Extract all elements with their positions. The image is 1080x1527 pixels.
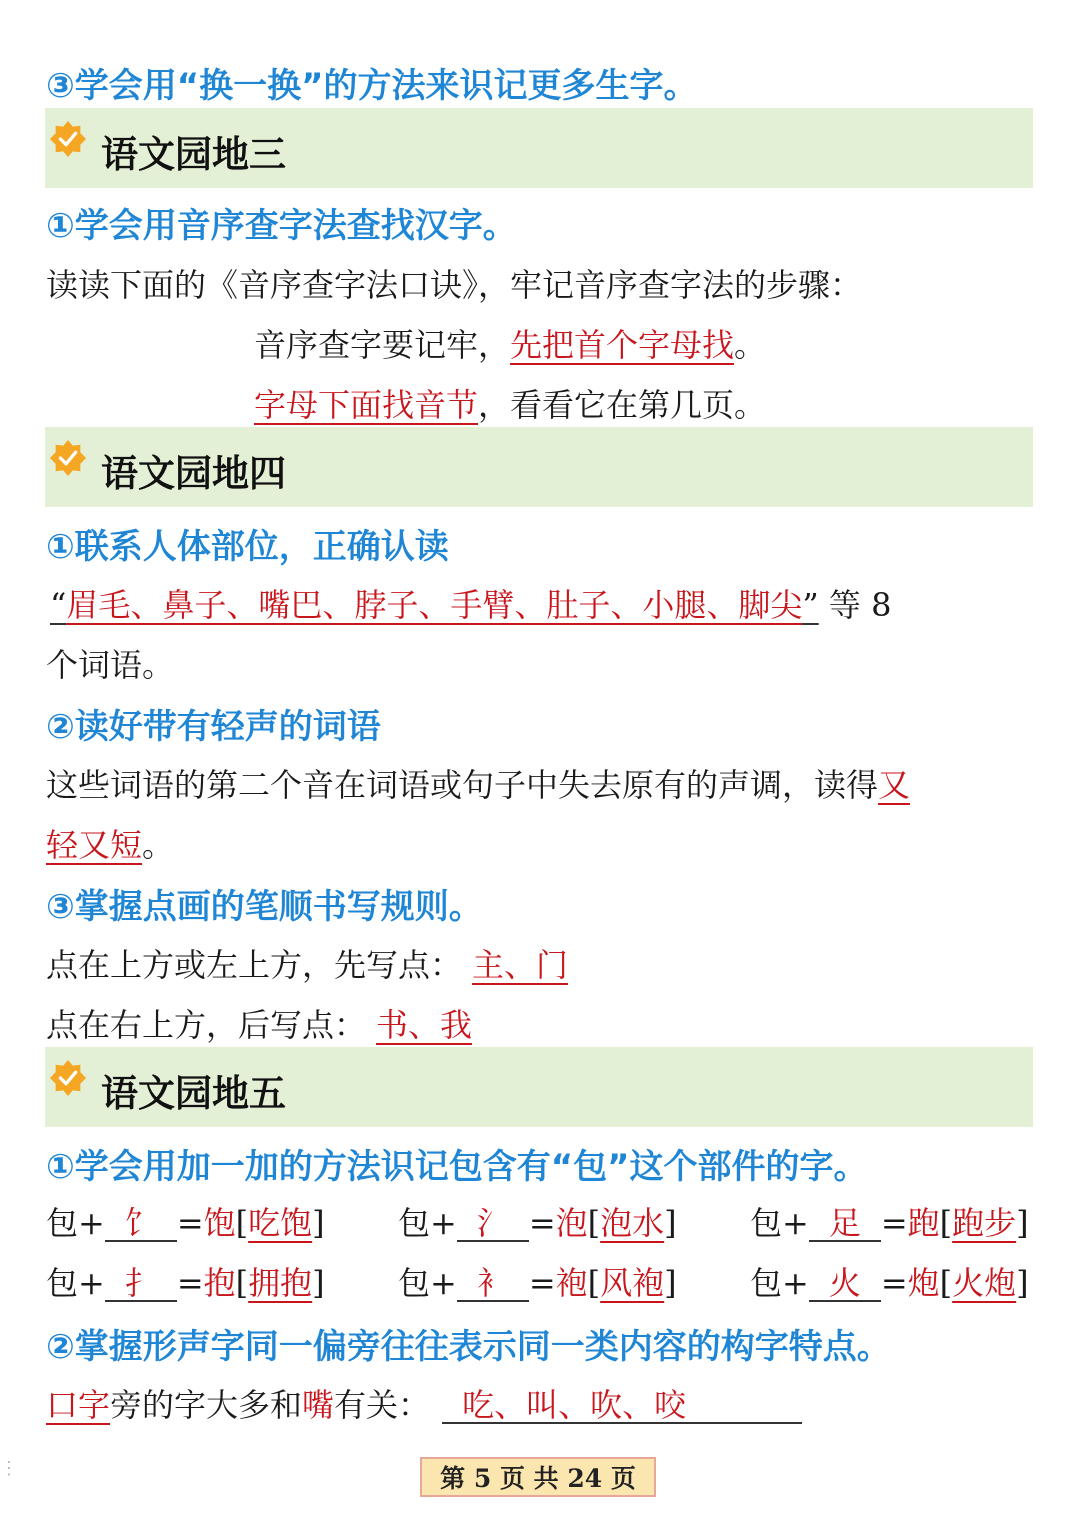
goal-heading: ①学会用加一加的方法识记包含有“包”这个部件的字。 [46, 1147, 868, 1187]
equals-sign: = [528, 1204, 556, 1242]
quote-close: ” [802, 586, 819, 624]
paragraph: 个词语。 [46, 646, 175, 684]
result-char: 袍 [555, 1264, 588, 1302]
answer-blank: 足 [809, 1206, 881, 1242]
badge-check-icon [49, 439, 87, 477]
answer-text: 先把首个字母找 [510, 326, 735, 364]
bracket: ] [664, 1264, 677, 1302]
bracket: [ [235, 1264, 249, 1302]
bracket: [ [587, 1204, 601, 1242]
equation-base: 包+ [750, 1204, 809, 1242]
result-char: 炮 [907, 1264, 940, 1302]
paragraph-line [46, 760, 910, 806]
result-char: 抱 [203, 1264, 236, 1302]
section-title: 语文园地四 [101, 452, 286, 495]
section-title: 语文园地五 [101, 1072, 286, 1115]
answer-text: 字母下面找音节 [254, 386, 479, 424]
answer-blank: 吃、叫、吹、咬 [442, 1388, 802, 1424]
section-header-5 [45, 1047, 1033, 1127]
equals-sign: = [880, 1264, 908, 1302]
answer-text: 眉毛、鼻子、嘴巴、脖子、手臂、肚子、小腿、脚尖 [66, 586, 803, 624]
text: 这些词语的第二个音在词语或句子中失去原有的声调，读得 [46, 766, 879, 804]
answer-blank: 饣 [105, 1206, 177, 1242]
text: 点在上方或左上方，先写点： [46, 946, 463, 984]
edge-mark: ⋮ [0, 1458, 18, 1479]
bracket: ] [664, 1204, 677, 1242]
text: 旁的字大多和 [110, 1386, 303, 1424]
result-char: 跑 [907, 1204, 940, 1242]
goal-heading: ①学会用音序查字法查找汉字。 [46, 206, 517, 246]
bracket: ] [1016, 1264, 1029, 1302]
result-char: 饱 [203, 1204, 236, 1242]
result-word: 跑步 [952, 1204, 1017, 1242]
goal-heading: ③掌握点画的笔顺书写规则。 [46, 887, 483, 927]
equation [750, 1258, 1029, 1304]
equals-sign: = [880, 1204, 908, 1242]
equation [398, 1258, 677, 1304]
badge-check-icon [49, 120, 87, 158]
result-word: 吃饱 [248, 1204, 313, 1242]
text: ，看看它在第几页。 [478, 386, 767, 424]
badge-check-icon [49, 1059, 87, 1097]
text: 。 [142, 826, 175, 864]
goal-heading: ②读好带有轻声的词语 [46, 707, 381, 747]
answer-text: 嘴 [302, 1386, 335, 1424]
rhyme-line-1 [254, 320, 766, 366]
answer-text: 又 [878, 766, 911, 804]
result-word: 火炮 [952, 1264, 1017, 1302]
section-title: 语文园地三 [101, 133, 286, 176]
rhyme-line-2 [254, 380, 766, 426]
equals-sign: = [176, 1264, 204, 1302]
answer-blank: 火 [809, 1266, 881, 1302]
text: 有关： [334, 1386, 431, 1424]
equation [46, 1258, 325, 1304]
equation-base: 包+ [398, 1204, 457, 1242]
page-footer: 第 5 页 共 24 页 [420, 1457, 656, 1497]
bracket: [ [587, 1264, 601, 1302]
answer-blank: 扌 [105, 1266, 177, 1302]
text: 音序查字要记牢， [254, 326, 511, 364]
equals-sign: = [176, 1204, 204, 1242]
answer-text: 主、门 [472, 946, 569, 984]
bracket: ] [312, 1204, 325, 1242]
bracket: [ [939, 1204, 953, 1242]
equation-base: 包+ [398, 1264, 457, 1302]
answer-text: 轻又短 [46, 826, 143, 864]
equation [46, 1198, 325, 1244]
equation-base: 包+ [46, 1264, 105, 1302]
equation [398, 1198, 677, 1244]
equation-base: 包+ [46, 1204, 105, 1242]
result-word: 拥抱 [248, 1264, 313, 1302]
paragraph-line [46, 820, 174, 866]
bracket: ] [312, 1264, 325, 1302]
answer-blank: 氵 [457, 1206, 529, 1242]
answer-text: 口字 [46, 1386, 111, 1424]
equals-sign: = [528, 1264, 556, 1302]
equation [750, 1198, 1029, 1244]
text: 点在右上方，后写点： [46, 1006, 367, 1044]
answer-text: 书、我 [376, 1006, 473, 1044]
goal-heading: ②掌握形声字同一偏旁往往表示同一类内容的构字特点。 [46, 1327, 891, 1367]
quote-open: “ [50, 586, 67, 624]
result-word: 泡水 [600, 1204, 665, 1242]
goal-heading: ①联系人体部位，正确认读 [46, 527, 449, 567]
section-header-3 [45, 108, 1033, 188]
bracket: [ [939, 1264, 953, 1302]
result-char: 泡 [555, 1204, 588, 1242]
answer-blank: 衤 [457, 1266, 529, 1302]
paragraph: 读读下面的《音序查字法口诀》，牢记音序查字法的步骤： [46, 266, 863, 304]
text: 。 [734, 326, 767, 364]
text: 等 8 [828, 586, 892, 624]
result-word: 风袍 [600, 1264, 665, 1302]
bracket: ] [1016, 1204, 1029, 1242]
body-words-line [50, 580, 891, 626]
equation-base: 包+ [750, 1264, 809, 1302]
rule-line [46, 1000, 472, 1046]
rule-line [46, 940, 568, 986]
goal-heading: ③学会用“换一换”的方法来识记更多生字。 [46, 66, 698, 106]
radical-line [46, 1380, 802, 1426]
section-header-4 [45, 427, 1033, 507]
bracket: [ [235, 1204, 249, 1242]
